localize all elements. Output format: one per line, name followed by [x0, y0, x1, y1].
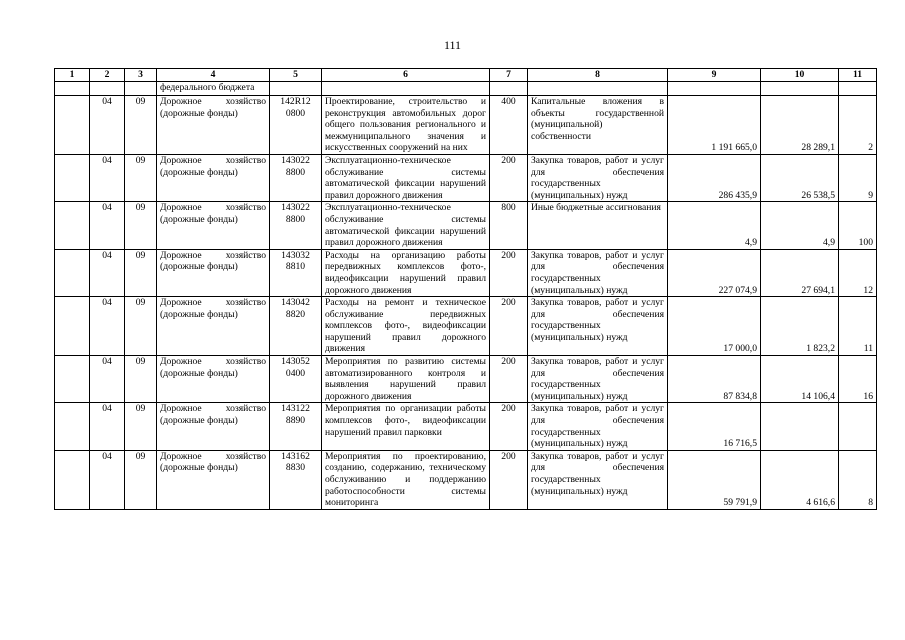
cell-plan-amount: 1 191 665,0	[668, 96, 761, 155]
carry-over-text: федерального бюджета	[157, 82, 270, 96]
column-header: 7	[490, 69, 528, 82]
cell-expense-name: Закупка товаров, работ и услуг для обеспечения государственных (муниципальных) нужд	[528, 450, 668, 509]
page-number: 111	[443, 38, 462, 52]
cell-target-code: 143052 0400	[270, 356, 322, 403]
cell-actual-amount: 4,9	[761, 202, 839, 249]
cell-section: 04	[90, 297, 125, 356]
cell-subsection: 09	[125, 154, 157, 201]
cell-plan-amount: 16 716,5	[668, 403, 761, 450]
column-header: 1	[55, 69, 90, 82]
cell-target-name: Расходы на ремонт и техническое обслуживание передвижных комплексов фото-, видеофиксации нарушений правил дорожного движения	[322, 297, 490, 356]
cell-section-name: Дорожное хозяйство (дорожные фонды)	[157, 356, 270, 403]
carry-over-row	[55, 82, 877, 96]
cell-subsection: 09	[125, 96, 157, 155]
cell-actual-amount: 1 823,2	[761, 297, 839, 356]
cell-empty	[55, 356, 90, 403]
cell-percent: 2	[839, 96, 877, 155]
cell-section: 04	[90, 202, 125, 249]
cell-section-name: Дорожное хозяйство (дорожные фонды)	[157, 297, 270, 356]
cell-percent: 11	[839, 297, 877, 356]
cell-target-name: Мероприятия по проектированию, созданию, содержанию, техническому обслуживанию и поддержанию работоспособности системы мониторинга	[322, 450, 490, 509]
cell-percent: 16	[839, 356, 877, 403]
column-header: 9	[668, 69, 761, 82]
cell-empty	[55, 297, 90, 356]
cell-expense-name: Закупка товаров, работ и услуг для обеспечения государственных (муниципальных) нужд	[528, 249, 668, 296]
cell-empty	[55, 450, 90, 509]
cell-empty	[55, 249, 90, 296]
cell-target-name: Проектирование, строительство и реконструкция автомобильных дорог общего пользования регионального и межмуниципального значения и искусственных сооружений на них	[322, 96, 490, 155]
cell-section: 04	[90, 403, 125, 450]
cell-subsection: 09	[125, 297, 157, 356]
table-row	[55, 450, 877, 509]
cell-section-name: Дорожное хозяйство (дорожные фонды)	[157, 450, 270, 509]
cell-target-code: 143042 8820	[270, 297, 322, 356]
cell-percent	[839, 403, 877, 450]
cell-plan-amount: 286 435,9	[668, 154, 761, 201]
cell-section-name: Дорожное хозяйство (дорожные фонды)	[157, 249, 270, 296]
table-row	[55, 297, 877, 356]
cell-plan-amount: 59 791,9	[668, 450, 761, 509]
cell-expense-type: 200	[490, 450, 528, 509]
cell-expense-name: Закупка товаров, работ и услуг для обеспечения государственных (муниципальных) нужд	[528, 356, 668, 403]
cell-subsection: 09	[125, 450, 157, 509]
cell-actual-amount: 4 616,6	[761, 450, 839, 509]
cell-expense-type: 200	[490, 154, 528, 201]
cell-percent: 8	[839, 450, 877, 509]
table-row	[55, 249, 877, 296]
column-header: 2	[90, 69, 125, 82]
cell-subsection: 09	[125, 202, 157, 249]
column-header: 11	[839, 69, 877, 82]
cell-expense-type: 800	[490, 202, 528, 249]
cell-expense-name: Капитальные вложения в объекты государственной (муниципальной) собственности	[528, 96, 668, 155]
cell-subsection: 09	[125, 356, 157, 403]
cell-target-name: Мероприятия по организации работы комплексов фото-, видеофиксации нарушений правил парковки	[322, 403, 490, 450]
cell-expense-type: 200	[490, 297, 528, 356]
budget-table	[54, 68, 877, 510]
cell-actual-amount	[761, 403, 839, 450]
cell-target-name: Расходы на организацию работы передвижных комплексов фото-, видеофиксации нарушений правил дорожного движения	[322, 249, 490, 296]
cell-actual-amount: 26 538,5	[761, 154, 839, 201]
cell-section: 04	[90, 154, 125, 201]
cell-target-code: 142R12 0800	[270, 96, 322, 155]
cell-expense-type: 400	[490, 96, 528, 155]
cell-section: 04	[90, 249, 125, 296]
column-number-row	[55, 69, 877, 82]
cell-percent: 100	[839, 202, 877, 249]
cell-empty	[55, 403, 90, 450]
column-header: 5	[270, 69, 322, 82]
cell-empty	[55, 202, 90, 249]
cell-section: 04	[90, 96, 125, 155]
cell-actual-amount: 14 106,4	[761, 356, 839, 403]
cell-expense-type: 200	[490, 356, 528, 403]
cell-expense-type: 200	[490, 249, 528, 296]
cell-subsection: 09	[125, 403, 157, 450]
cell-plan-amount: 227 074,9	[668, 249, 761, 296]
cell-section-name: Дорожное хозяйство (дорожные фонды)	[157, 403, 270, 450]
cell-percent: 9	[839, 154, 877, 201]
cell-target-code: 143022 8800	[270, 154, 322, 201]
cell-expense-type: 200	[490, 403, 528, 450]
column-header: 8	[528, 69, 668, 82]
cell-target-name: Мероприятия по развитию системы автоматизированного контроля и выявления нарушений правил дорожного движения	[322, 356, 490, 403]
cell-target-name: Эксплуатационно-техническое обслуживание системы автоматической фиксации нарушений правил дорожного движения	[322, 154, 490, 201]
column-header: 6	[322, 69, 490, 82]
cell-section: 04	[90, 356, 125, 403]
cell-section-name: Дорожное хозяйство (дорожные фонды)	[157, 202, 270, 249]
column-header: 10	[761, 69, 839, 82]
cell-target-code: 143022 8800	[270, 202, 322, 249]
cell-target-name: Эксплуатационно-техническое обслуживание системы автоматической фиксации нарушений правил дорожного движения	[322, 202, 490, 249]
cell-expense-name: Закупка товаров, работ и услуг для обеспечения государственных (муниципальных) нужд	[528, 154, 668, 201]
table-row	[55, 154, 877, 201]
table-row	[55, 96, 877, 155]
cell-section-name: Дорожное хозяйство (дорожные фонды)	[157, 96, 270, 155]
table-row	[55, 403, 877, 450]
cell-empty	[55, 96, 90, 155]
cell-target-code: 143162 8830	[270, 450, 322, 509]
cell-section-name: Дорожное хозяйство (дорожные фонды)	[157, 154, 270, 201]
cell-plan-amount: 17 000,0	[668, 297, 761, 356]
cell-plan-amount: 87 834,8	[668, 356, 761, 403]
cell-section: 04	[90, 450, 125, 509]
table-row	[55, 356, 877, 403]
cell-plan-amount: 4,9	[668, 202, 761, 249]
cell-percent: 12	[839, 249, 877, 296]
cell-actual-amount: 28 289,1	[761, 96, 839, 155]
cell-actual-amount: 27 694,1	[761, 249, 839, 296]
cell-target-code: 143032 8810	[270, 249, 322, 296]
column-header: 3	[125, 69, 157, 82]
cell-expense-name: Закупка товаров, работ и услуг для обеспечения государственных (муниципальных) нужд	[528, 403, 668, 450]
cell-target-code: 143122 8890	[270, 403, 322, 450]
cell-subsection: 09	[125, 249, 157, 296]
table-row	[55, 202, 877, 249]
cell-expense-name: Иные бюджетные ассигнования	[528, 202, 668, 249]
cell-expense-name: Закупка товаров, работ и услуг для обеспечения государственных (муниципальных) нужд	[528, 297, 668, 356]
column-header: 4	[157, 69, 270, 82]
cell-empty	[55, 154, 90, 201]
